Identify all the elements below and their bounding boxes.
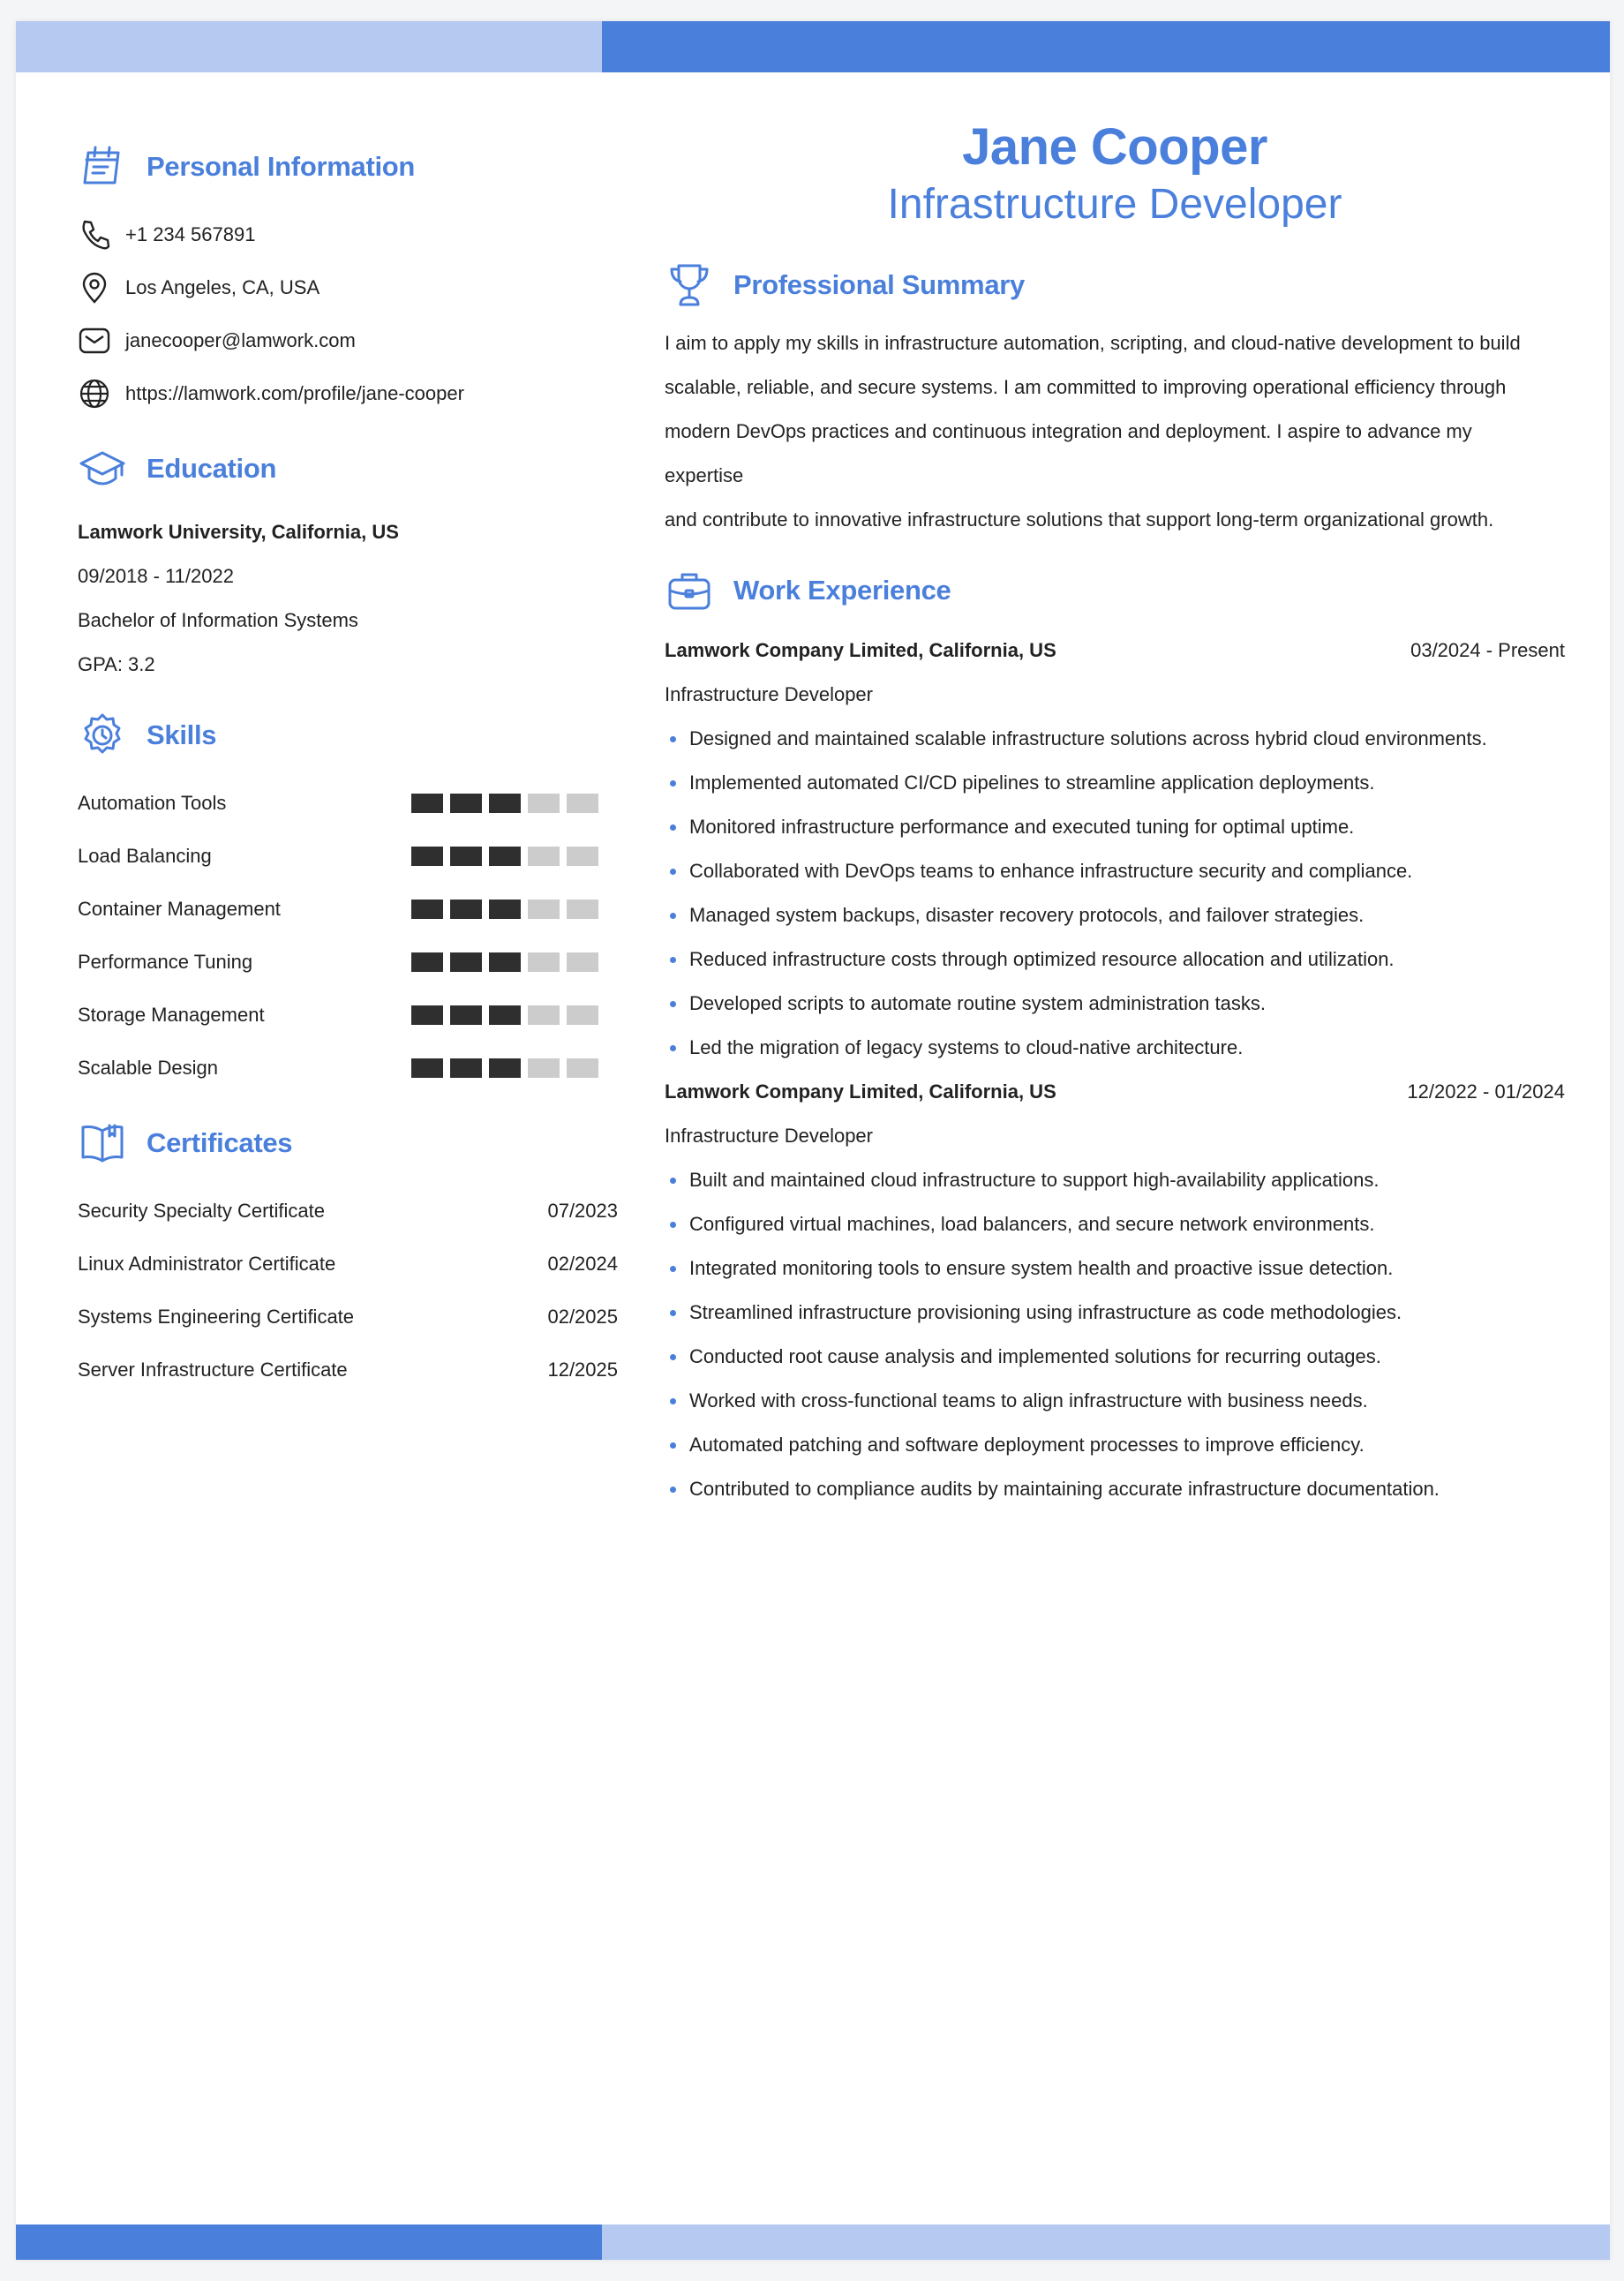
job-bullet: Automated patching and software deployment processes to improve efficiency. [665, 1423, 1565, 1467]
skill-level-filled [489, 900, 521, 919]
skill-level-filled [411, 1058, 443, 1078]
resume-page [16, 21, 1610, 2260]
job-bullet: Reduced infrastructure costs through optimized resource allocation and utilization. [665, 937, 1565, 982]
certificate-row [78, 1291, 618, 1344]
skill-level-meter [411, 847, 598, 866]
skill-level-meter [411, 952, 598, 972]
skill-level-empty [567, 900, 598, 919]
email-text[interactable]: janecooper@lamwork.com [125, 329, 356, 351]
job-bullet: Built and maintained cloud infrastructure to support high-availability applications. [665, 1158, 1565, 1202]
skill-level-empty [567, 794, 598, 813]
skill-level-empty [528, 900, 560, 919]
skill-level-filled [450, 952, 482, 972]
skill-level-filled [489, 847, 521, 866]
job-bullet: Developed scripts to automate routine system administration tasks. [665, 982, 1565, 1026]
certificate-name: Security Specialty Certificate [78, 1200, 325, 1222]
location-pin-icon [78, 271, 111, 305]
job-company: Lamwork Company Limited, California, US [665, 639, 1056, 661]
certificates-list [78, 1185, 618, 1396]
gear-clock-icon [78, 711, 127, 760]
top-bar-right [602, 21, 1610, 72]
globe-icon [78, 377, 111, 410]
phone-text[interactable]: +1 234 567891 [125, 223, 256, 245]
job-role: Infrastructure Developer [665, 1125, 873, 1147]
education-section-header [78, 438, 618, 500]
website-link[interactable]: https://lamwork.com/profile/jane-cooper [125, 382, 464, 404]
summary-line: scalable, reliable, and secure systems. I am committed to improving operational efficiency through [665, 376, 1507, 398]
job-bullet: Worked with cross-functional teams to align infrastructure with business needs. [665, 1379, 1565, 1423]
job-dates: 12/2022 - 01/2024 [1407, 1080, 1565, 1103]
skill-level-meter [411, 1005, 598, 1025]
job-entry [665, 629, 1565, 1070]
skill-level-empty [528, 794, 560, 813]
section-title: Personal Information [147, 151, 416, 182]
job-bullet: Contributed to compliance audits by maintaining accurate infrastructure documentation. [665, 1467, 1565, 1511]
skill-level-filled [411, 1005, 443, 1025]
certificate-row [78, 1185, 618, 1238]
skill-level-meter [411, 900, 598, 919]
job-header [665, 629, 1565, 673]
section-title: Work Experience [733, 575, 951, 606]
skill-name: Load Balancing [78, 845, 212, 867]
job-role: Infrastructure Developer [665, 683, 873, 705]
skill-level-filled [450, 900, 482, 919]
briefcase-icon [665, 566, 714, 615]
skill-row [78, 777, 598, 830]
job-header [665, 1070, 1565, 1114]
calendar-note-icon [78, 142, 127, 192]
skill-row [78, 830, 598, 883]
contact-phone [78, 208, 618, 261]
skill-level-empty [567, 1005, 598, 1025]
contact-email [78, 314, 618, 367]
summary-section-header [665, 254, 1565, 316]
job-bullet: Streamlined infrastructure provisioning using infrastructure as code methodologies. [665, 1291, 1565, 1335]
certificate-date: 07/2023 [547, 1200, 618, 1222]
job-bullets [665, 1158, 1565, 1511]
location-text: Los Angeles, CA, USA [125, 276, 320, 298]
skill-row [78, 883, 598, 936]
skill-level-empty [528, 952, 560, 972]
job-entry [665, 1070, 1565, 1511]
skill-level-filled [489, 794, 521, 813]
skill-level-filled [489, 1005, 521, 1025]
section-title: Certificates [147, 1127, 293, 1158]
job-bullet: Integrated monitoring tools to ensure system health and proactive issue detection. [665, 1246, 1565, 1291]
certificate-row [78, 1238, 618, 1291]
certificate-row [78, 1344, 618, 1396]
job-dates: 03/2024 - Present [1410, 639, 1565, 661]
skill-level-filled [411, 794, 443, 813]
skill-level-filled [450, 794, 482, 813]
skill-level-empty [528, 1005, 560, 1025]
section-title: Professional Summary [733, 269, 1025, 300]
skill-level-filled [411, 847, 443, 866]
certificate-name: Systems Engineering Certificate [78, 1306, 355, 1328]
skill-name: Automation Tools [78, 792, 227, 814]
education-gpa: GPA: 3.2 [78, 653, 155, 675]
job-bullet: Implemented automated CI/CD pipelines to streamline application deployments. [665, 761, 1565, 805]
phone-icon [78, 218, 111, 252]
job-bullet: Configured virtual machines, load balancers, and secure network environments. [665, 1202, 1565, 1246]
trophy-icon [665, 260, 714, 310]
contact-website [78, 367, 618, 420]
candidate-title: Infrastructure Developer [887, 181, 1342, 228]
experience-section-header [665, 560, 1565, 621]
open-book-icon [78, 1118, 127, 1168]
summary-line: modern DevOps practices and continuous integration and deployment. I aspire to advance my expertise [665, 420, 1472, 486]
skill-level-meter [411, 1058, 598, 1078]
section-title: Skills [147, 719, 217, 750]
summary-text [665, 321, 1556, 542]
certificate-date: 12/2025 [547, 1359, 618, 1381]
skill-name: Storage Management [78, 1004, 265, 1026]
skill-name: Performance Tuning [78, 951, 253, 973]
skill-level-filled [411, 900, 443, 919]
certificate-date: 02/2025 [547, 1306, 618, 1328]
graduation-cap-icon [78, 444, 127, 493]
jobs-list [665, 629, 1565, 1511]
skill-level-empty [528, 847, 560, 866]
summary-line: and contribute to innovative infrastructure solutions that support long-term organizational growth. [665, 508, 1494, 531]
job-bullet: Led the migration of legacy systems to cloud-native architecture. [665, 1026, 1565, 1070]
job-bullet: Managed system backups, disaster recovery protocols, and failover strategies. [665, 893, 1565, 937]
left-column [78, 136, 618, 1396]
skill-row [78, 936, 598, 989]
certificate-date: 02/2024 [547, 1253, 618, 1275]
skill-row [78, 989, 598, 1042]
summary-line: I aim to apply my skills in infrastructure automation, scripting, and cloud-native development to build [665, 332, 1521, 354]
certificates-section-header [78, 1112, 618, 1174]
skills-list [78, 777, 618, 1095]
section-title: Education [147, 453, 277, 484]
skill-level-filled [489, 952, 521, 972]
education-dates: 09/2018 - 11/2022 [78, 565, 234, 587]
skill-level-filled [450, 1058, 482, 1078]
skill-level-empty [567, 952, 598, 972]
job-bullet: Designed and maintained scalable infrastructure solutions across hybrid cloud environments. [665, 717, 1565, 761]
skill-name: Scalable Design [78, 1057, 218, 1079]
candidate-name: Jane Cooper [962, 118, 1267, 176]
skill-level-empty [567, 1058, 598, 1078]
job-bullets [665, 717, 1565, 1070]
job-bullet: Monitored infrastructure performance and executed tuning for optimal uptime. [665, 805, 1565, 849]
skills-section-header [78, 704, 618, 766]
right-column [665, 118, 1565, 1511]
personal-section-header [78, 136, 618, 198]
mail-icon [78, 324, 111, 358]
education-school: Lamwork University, California, US [78, 521, 399, 543]
job-company: Lamwork Company Limited, California, US [665, 1080, 1056, 1103]
job-bullet: Collaborated with DevOps teams to enhance infrastructure security and compliance. [665, 849, 1565, 893]
bottom-bar-right [602, 2225, 1610, 2260]
bottom-bar-left [16, 2225, 602, 2260]
skill-name: Container Management [78, 898, 281, 920]
certificate-name: Linux Administrator Certificate [78, 1253, 336, 1275]
skill-level-empty [528, 1058, 560, 1078]
skill-level-empty [567, 847, 598, 866]
skill-level-filled [450, 1005, 482, 1025]
education-degree: Bachelor of Information Systems [78, 609, 358, 631]
skill-level-filled [450, 847, 482, 866]
top-bar-left [16, 21, 602, 72]
skill-level-filled [489, 1058, 521, 1078]
certificate-name: Server Infrastructure Certificate [78, 1359, 348, 1381]
skill-level-filled [411, 952, 443, 972]
job-bullet: Conducted root cause analysis and implemented solutions for recurring outages. [665, 1335, 1565, 1379]
contact-location [78, 261, 618, 314]
skill-level-meter [411, 794, 598, 813]
skill-row [78, 1042, 598, 1095]
